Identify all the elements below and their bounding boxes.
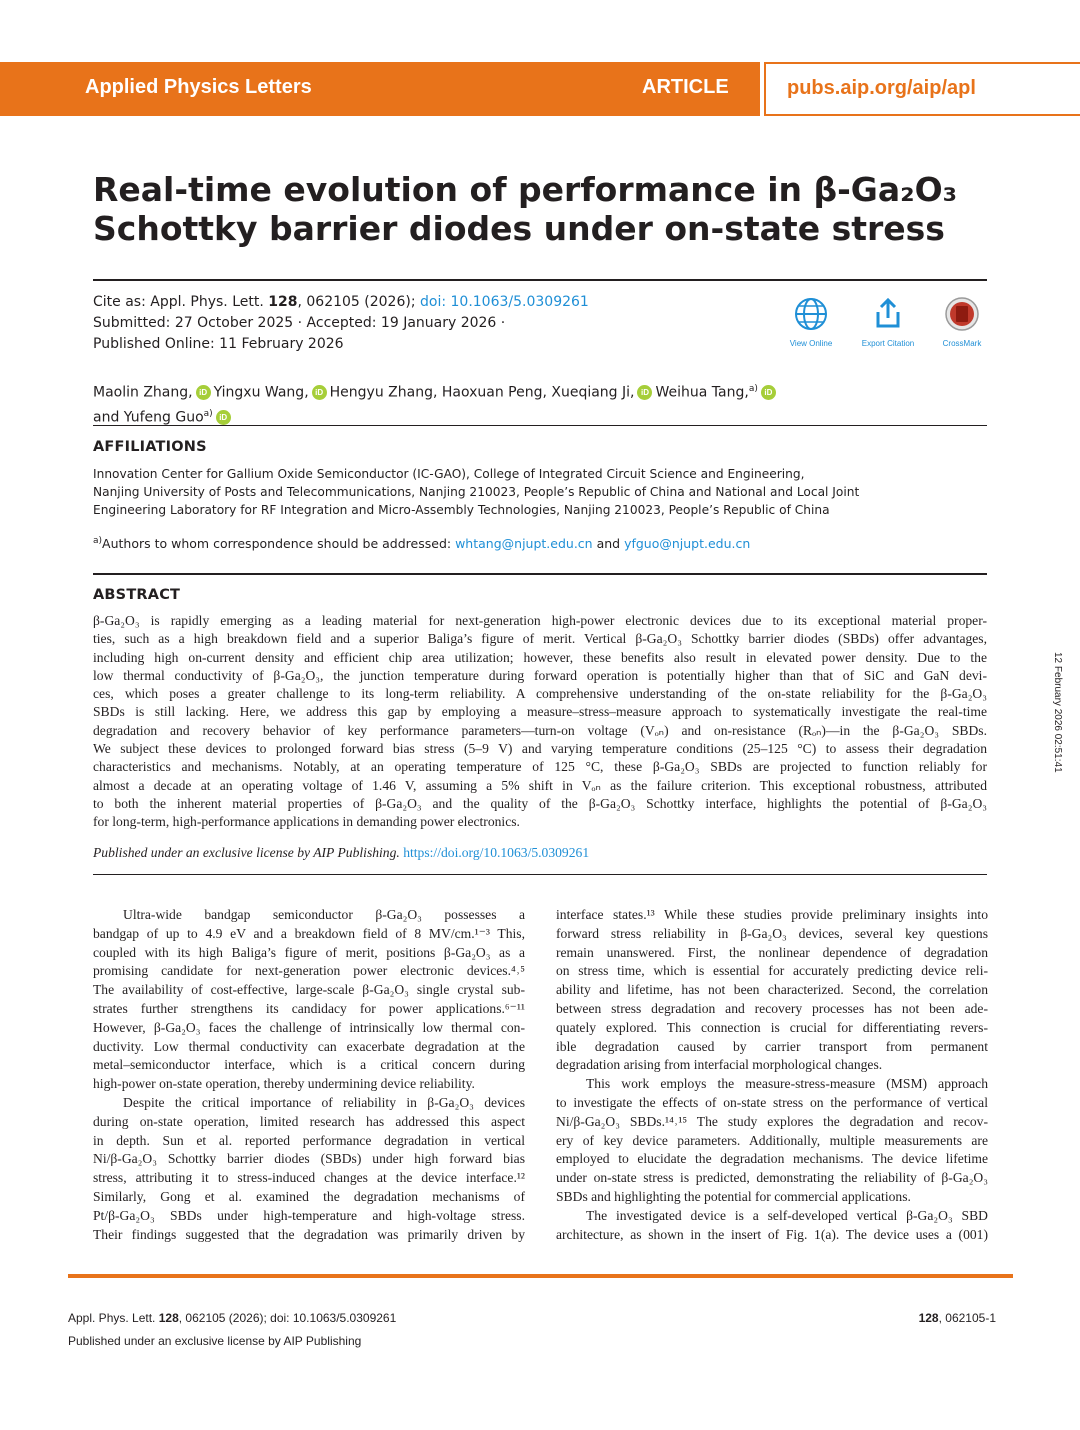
footer-citation bbox=[68, 1311, 396, 1325]
orcid-icon[interactable]: iD bbox=[196, 385, 211, 400]
body-line: ductivity. Low thermal conductivity can exacerbate degradation at the bbox=[93, 1038, 525, 1054]
body-line: degradation arising from interfacial morphological changes. bbox=[556, 1057, 883, 1073]
article-title bbox=[93, 170, 973, 248]
export-citation-label: Export Citation bbox=[861, 339, 915, 348]
body-line: architecture, as shown in the insert of Fig. 1(a). The device uses a (001) bbox=[556, 1226, 988, 1242]
view-online-label: View Online bbox=[789, 339, 833, 348]
body-line: coupled with its high Baliga’s figure of merit, positions β-Ga₂O₃ as a bbox=[93, 944, 525, 960]
view-online-button[interactable] bbox=[776, 296, 846, 348]
author-line-1 bbox=[93, 379, 779, 404]
email-link[interactable]: whtang@njupt.edu.cn bbox=[455, 536, 593, 552]
dates-line-2: Published Online: 11 February 2026 bbox=[93, 336, 344, 352]
abstract-line: characteristics and mechanisms. Notably, at an operating temperature of 125 °C, these β-Ga₂O₃ SBDs are projected to function reliably for bbox=[93, 759, 987, 775]
body-line: forward stress reliability in β-Ga₂O₃ devices, several key questions bbox=[556, 925, 988, 941]
page-rest: , 062105-1 bbox=[938, 1311, 996, 1325]
body-line: Similarly, Gong et al. examined the degradation mechanisms of bbox=[93, 1188, 525, 1204]
authors-divider bbox=[93, 425, 987, 426]
journal-name[interactable]: Applied Physics Letters bbox=[85, 76, 312, 98]
body-line: Ni/β-Ga₂O₃ SBDs.¹⁴˒¹⁵ The study explores the degradation and recov- bbox=[556, 1113, 988, 1129]
body-line: quately explored. This connection is crucial for differentiating revers- bbox=[556, 1019, 988, 1035]
crossmark-icon bbox=[944, 296, 980, 332]
body-line: high-power on-state operation, thereby undermining device reliability. bbox=[93, 1076, 475, 1092]
abstract-line: SBDs is still lacking. Here, we address this gap by employing a measure–stress–measure approach to systematically investigate the real-time bbox=[93, 704, 987, 720]
author-name[interactable]: Yingxu Wang, bbox=[213, 384, 309, 401]
license-text: Published under an exclusive license by AIP Publishing. bbox=[93, 845, 404, 860]
body-line: The availability of cost-effective, large-scale β-Ga₂O₃ single crystal sub- bbox=[93, 982, 525, 998]
body-line: stress, attributing it to stress-induced changes at the device interface.¹² bbox=[93, 1170, 525, 1186]
citation-block bbox=[93, 292, 589, 355]
abstract-line: low thermal conductivity of β-Ga₂O₃, the junction temperature during forward operation is potentially higher than that of SiC and GaN devi- bbox=[93, 667, 987, 683]
author-name[interactable]: Maolin Zhang, bbox=[93, 384, 193, 401]
body-line: on stress time, which is essential for accurately predicting device reli- bbox=[556, 963, 988, 979]
body-column-right bbox=[556, 906, 988, 1244]
correspondence-note bbox=[93, 536, 750, 551]
export-icon bbox=[870, 296, 906, 332]
title-line-1: Real-time evolution of performance in β-Ga₂O₃ bbox=[93, 170, 958, 209]
correspondence-text: Authors to whom correspondence should be addressed: bbox=[102, 536, 456, 552]
orcid-icon[interactable]: iD bbox=[637, 385, 652, 400]
body-line: The investigated device is a self-developed vertical β-Ga₂O₃ SBD bbox=[586, 1207, 988, 1223]
download-timestamp: 12 February 2026 02:51:41 bbox=[1052, 652, 1063, 773]
body-line: Their findings suggested that the degradation was primarily driven by bbox=[93, 1226, 525, 1242]
body-line: Despite the critical importance of reliability in β-Ga₂O₃ devices bbox=[123, 1094, 525, 1110]
page-volume: 128 bbox=[918, 1311, 939, 1325]
orcid-icon[interactable]: iD bbox=[761, 385, 776, 400]
abstract-line: almost a decade at an operating voltage of 1.46 V, assuming a 5% shift in Vₒₙ as the failure criterion. This exceptional robustness, attributed bbox=[93, 777, 987, 793]
title-line-2: Schottky barrier diodes under on-state stress bbox=[93, 209, 945, 248]
cite-line bbox=[93, 292, 589, 313]
footer-citation-prefix: Appl. Phys. Lett. bbox=[68, 1311, 159, 1325]
body-line: metal–semiconductor interface, which is a critical concern during bbox=[93, 1057, 525, 1073]
license-statement bbox=[93, 845, 589, 861]
affiliation-line: Innovation Center for Gallium Oxide Semiconductor (IC-GAO), College of Integrated Circuit Science and Engineering, bbox=[93, 467, 805, 481]
body-column-left bbox=[93, 906, 525, 1244]
correspondence-mark: a) bbox=[748, 384, 758, 394]
crossmark-label: CrossMark bbox=[942, 339, 982, 348]
cite-prefix: Cite as: Appl. Phys. Lett. bbox=[93, 294, 269, 310]
body-line: strates further strengthens its candidacy for power applications.⁶⁻¹¹ bbox=[93, 1000, 525, 1016]
footer-citation-rest: , 062105 (2026); doi: 10.1063/5.0309261 bbox=[178, 1311, 397, 1325]
body-line: This work employs the measure-stress-measure (MSM) approach bbox=[586, 1076, 988, 1092]
globe-icon bbox=[793, 296, 829, 332]
title-divider bbox=[93, 279, 987, 281]
affiliation-line: Nanjing University of Posts and Telecommunications, Nanjing 210023, People’s Republic of China and National and Local Joint bbox=[93, 485, 860, 499]
author-name[interactable]: Weihua Tang, bbox=[655, 384, 749, 401]
body-line: ery of key device parameters. Additionally, multiple measurements are bbox=[556, 1132, 988, 1148]
body-line: during on-state operation, limited research has addressed this aspect bbox=[93, 1113, 525, 1129]
body-line: employed to elucidate the degradation mechanisms. The device lifetime bbox=[556, 1151, 988, 1167]
body-line: under on-state stress is predicted, demonstrating the reliability of β-Ga₂O₃ bbox=[556, 1170, 988, 1186]
abstract-line: ties, such as a high breakdown field and a superior Baliga’s figure of merit. Vertical β-Ga₂O₃ Schottky barrier diodes (SBDs) offer advantages, bbox=[93, 631, 987, 647]
affiliation-line: Engineering Laboratory for RF Integration and Micro-Assembly Technologies, Nanjing 210023, People’s Republic of China bbox=[93, 503, 830, 517]
correspondence-mark: a) bbox=[93, 536, 103, 546]
body-line: Pt/β-Ga₂O₃ SBDs under high-temperature and high-voltage stress. bbox=[93, 1207, 525, 1223]
footer-citation-volume: 128 bbox=[158, 1311, 179, 1325]
abstract-heading: ABSTRACT bbox=[93, 587, 181, 603]
footer-license: Published under an exclusive license by AIP Publishing bbox=[68, 1334, 362, 1348]
affiliations-text bbox=[93, 465, 859, 519]
crossmark-button[interactable] bbox=[927, 296, 997, 348]
export-citation-button[interactable] bbox=[853, 296, 923, 348]
author-list bbox=[93, 379, 779, 428]
cite-rest: , 062105 (2026); bbox=[297, 294, 420, 310]
orcid-icon[interactable]: iD bbox=[312, 385, 327, 400]
abstract-line: to both the inherent material properties of β-Ga₂O₃ and the quality of the β-Ga₂O₃ Schottky interface, highlights the potential of β-Ga₂O₃ bbox=[93, 795, 987, 811]
body-line: promising candidate for next-generation power electronic devices.⁴˒⁵ bbox=[93, 963, 525, 979]
and-text: and bbox=[592, 536, 625, 552]
abstract-divider bbox=[93, 573, 987, 575]
abstract-line: β-Ga₂O₃ is rapidly emerging as a leading material for next-generation high-power electronic devices due to its exceptional material proper- bbox=[93, 613, 987, 628]
affiliations-heading: AFFILIATIONS bbox=[93, 439, 207, 455]
correspondence-mark: a) bbox=[203, 408, 213, 419]
body-line: ible degradation caused by carrier transport from permanent bbox=[556, 1038, 988, 1054]
body-line: However, β-Ga₂O₃ faces the challenge of intrinsically low thermal con- bbox=[93, 1019, 525, 1035]
footer-rule bbox=[68, 1274, 1013, 1278]
license-doi-link[interactable]: https://doi.org/10.1063/5.0309261 bbox=[403, 845, 590, 860]
body-line: between stress degradation and recovery processes has not been ade- bbox=[556, 1000, 988, 1016]
journal-url-link[interactable]: pubs.aip.org/aip/apl bbox=[787, 77, 976, 99]
abstract-body bbox=[93, 612, 987, 832]
body-line: Ultra-wide bandgap semiconductor β-Ga₂O₃ possesses a bbox=[123, 907, 525, 922]
abstract-line: We subject these devices to prolonged forward bias stress (5–9 V) and varying temperature conditions (25–125 °C) to assess their degradation bbox=[93, 741, 987, 757]
abstract-line: ces, which poses a greater challenge to its long-term reliability. A comprehensive understanding of the on-state reliability for the β-Ga₂O₃ bbox=[93, 686, 987, 702]
author-name[interactable]: Hengyu Zhang, Haoxuan Peng, Xueqiang Ji, bbox=[329, 384, 635, 401]
body-line: Ni/β-Ga₂O₃ Schottky barrier diodes (SBDs) under high forward bias bbox=[93, 1151, 525, 1167]
body-line: SBDs and highlighting the potential for commercial applications. bbox=[556, 1188, 911, 1204]
email-link[interactable]: yfguo@njupt.edu.cn bbox=[624, 536, 751, 552]
cite-volume: 128 bbox=[268, 294, 298, 310]
doi-link[interactable]: doi: 10.1063/5.0309261 bbox=[420, 294, 589, 310]
orcid-icon[interactable]: iD bbox=[216, 410, 231, 425]
author-name[interactable]: and Yufeng Guo bbox=[93, 409, 204, 426]
body-line: remain unanswered. First, the nonlinear dependence of degradation bbox=[556, 944, 988, 960]
abstract-line: degradation and recovery behavior of key performance parameters—turn-on voltage (Vₒₙ) and on-resistance (Rₒₙ)—in the β-Ga₂O₃ SBDs. bbox=[93, 722, 987, 738]
body-line: bandgap of up to 4.9 eV and a breakdown field of 8 MV/cm.¹⁻³ This, bbox=[93, 925, 525, 941]
body-divider bbox=[93, 874, 987, 875]
body-line: interface states.¹³ While these studies provide preliminary insights into bbox=[556, 907, 988, 922]
body-line: in depth. Sun et al. reported performance degradation in vertical bbox=[93, 1132, 525, 1148]
article-type-label: ARTICLE bbox=[642, 76, 729, 98]
abstract-line: for long-term, high-performance applications in demanding power electronics. bbox=[93, 814, 520, 830]
body-line: to investigate the effects of on-state stress on the performance of vertical bbox=[556, 1094, 988, 1110]
page-number bbox=[919, 1311, 996, 1325]
abstract-line: including high on-current density and efficient chip area utilization; however, these benefits also result in elevated power density. Due to the bbox=[93, 649, 987, 665]
dates-line-1: Submitted: 27 October 2025 · Accepted: 19 January 2026 · bbox=[93, 315, 506, 331]
body-line: ability and lifetime, has not been characterized. Second, the correlation bbox=[556, 982, 988, 998]
